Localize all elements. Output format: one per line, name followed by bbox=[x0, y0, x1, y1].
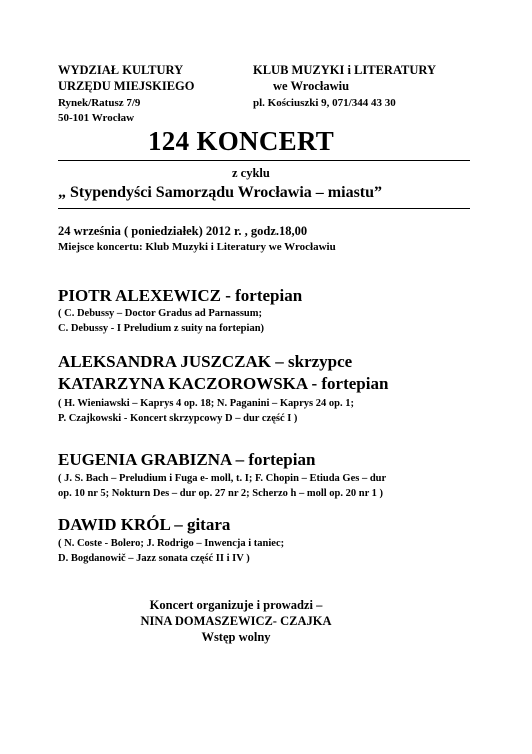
performer-3-line bbox=[58, 450, 315, 470]
organizer-right-line2: we Wrocławiu bbox=[273, 79, 350, 93]
performer-4-works-line1: ( N. Coste - Bolero; J. Rodrigo – Inwencja i taniec; bbox=[58, 538, 285, 549]
performer-name: DAWID KRÓL bbox=[58, 515, 170, 534]
performer-1-works-line1: ( C. Debussy – Doctor Gradus ad Parnassum; bbox=[58, 308, 262, 319]
performer-1-works-line2: C. Debussy - I Preludium z suity na fortepian) bbox=[58, 323, 265, 334]
performer-4-works-line2: D. Bogdanowič – Jazz sonata część II i IV ) bbox=[58, 553, 250, 564]
footer-organizer-note: Koncert organizuje i prowadzi – bbox=[149, 598, 323, 612]
performer-name: ALEKSANDRA JUSZCZAK bbox=[58, 352, 272, 371]
footer-host-name: NINA DOMASZEWICZ- CZAJKA bbox=[140, 614, 332, 628]
concert-title: 124 KONCERT bbox=[148, 126, 335, 156]
divider-top bbox=[58, 160, 470, 161]
organizer-right-line1: KLUB MUZYKI i LITERATURY bbox=[253, 63, 437, 77]
performer-instrument: - fortepian bbox=[220, 286, 303, 305]
performer-3-works-line2: op. 10 nr 5; Nokturn Des – dur op. 27 nr 2; Scherzo h – moll op. 20 nr 1 ) bbox=[58, 488, 384, 499]
performer-instrument: – fortepian bbox=[231, 450, 316, 469]
performer-instrument: - fortepian bbox=[307, 374, 389, 393]
concert-date-time: 24 września ( poniedziałek) 2012 r. , godz.18,00 bbox=[58, 224, 308, 238]
organizer-left-line1: WYDZIAŁ KULTURY bbox=[58, 63, 184, 77]
performer-3-works-line1: ( J. S. Bach – Preludium i Fuga e- moll, t. I; F. Chopin – Etiuda Ges – dur bbox=[58, 473, 387, 484]
performer-4-line bbox=[58, 515, 230, 535]
performer-name: KATARZYNA KACZOROWSKA bbox=[58, 374, 308, 393]
performer-instrument: – gitara bbox=[169, 515, 231, 534]
cycle-intro: z cyklu bbox=[232, 166, 270, 180]
divider-bottom bbox=[58, 208, 470, 209]
organizer-left-line2: URZĘDU MIEJSKIEGO bbox=[58, 79, 195, 93]
performer-2b-line bbox=[58, 374, 388, 394]
organizer-left-postcode: 50-101 Wrocław bbox=[58, 112, 135, 124]
footer-admission: Wstęp wolny bbox=[201, 630, 271, 644]
performer-1-line bbox=[58, 286, 302, 306]
performer-instrument: – skrzypce bbox=[271, 352, 353, 371]
performer-name: EUGENIA GRABIZNA bbox=[58, 450, 232, 469]
cycle-name: „ Stypendyści Samorządu Wrocławia – miastu” bbox=[58, 184, 383, 201]
concert-venue: Miejsce koncertu: Klub Muzyki i Literatury we Wrocławiu bbox=[58, 241, 336, 253]
performer-2-works-line1: ( H. Wieniawski – Kaprys 4 op. 18; N. Paganini – Kaprys 24 op. 1; bbox=[58, 398, 354, 409]
performer-2a-line bbox=[58, 352, 352, 372]
organizer-left-address: Rynek/Ratusz 7/9 bbox=[58, 97, 141, 109]
organizer-right-address: pl. Kościuszki 9, 071/344 43 30 bbox=[253, 97, 396, 109]
performer-2-works-line2: P. Czajkowski - Koncert skrzypcowy D – dur część I ) bbox=[58, 413, 298, 424]
performer-name: PIOTR ALEXEWICZ bbox=[58, 286, 221, 305]
